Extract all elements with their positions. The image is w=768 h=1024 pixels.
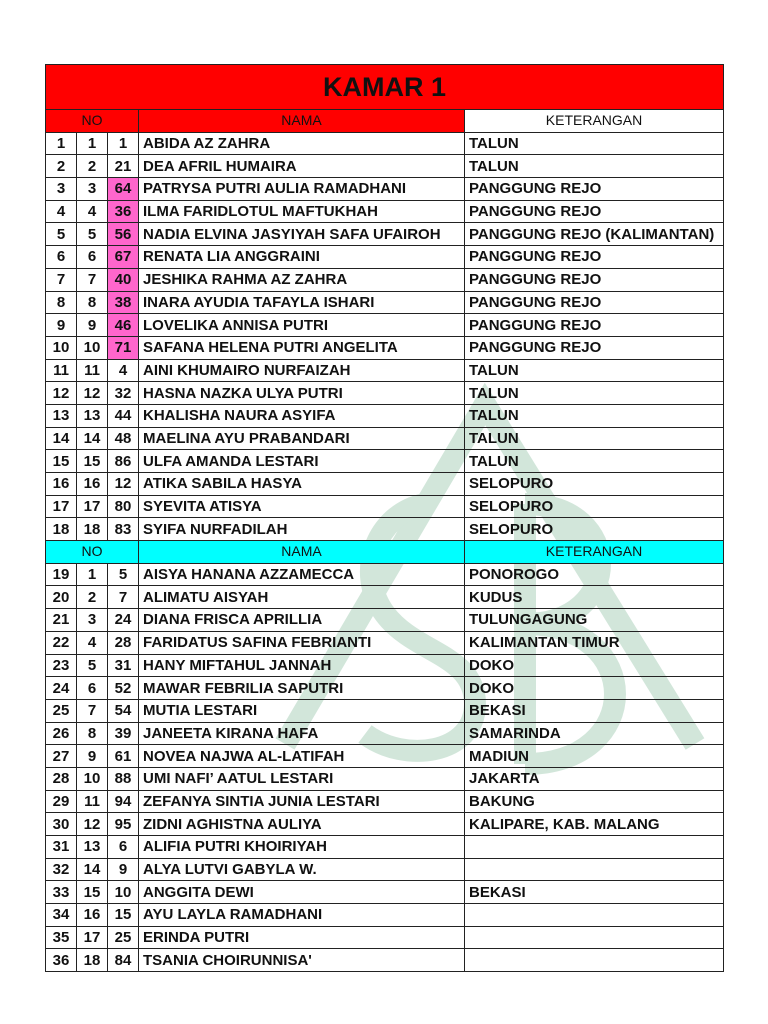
- row-number: 10: [46, 336, 77, 359]
- student-origin: TULUNGAGUNG: [465, 609, 724, 632]
- row-number: 22: [46, 631, 77, 654]
- group-number: 12: [77, 813, 108, 836]
- student-id: 28: [108, 631, 139, 654]
- group-number: 16: [77, 904, 108, 927]
- row-number: 9: [46, 314, 77, 337]
- student-name: DIANA FRISCA APRILLIA: [139, 609, 465, 632]
- table-row: [46, 427, 724, 450]
- row-number: 16: [46, 473, 77, 496]
- student-name: KHALISHA NAURA ASYIFA: [139, 404, 465, 427]
- table-row: [46, 677, 724, 700]
- student-name: ERINDA PUTRI: [139, 926, 465, 949]
- student-name: MAWAR FEBRILIA SAPUTRI: [139, 677, 465, 700]
- row-number: 29: [46, 790, 77, 813]
- student-origin: [465, 858, 724, 881]
- table-row: [46, 836, 724, 859]
- student-name: AINI KHUMAIRO NURFAIZAH: [139, 359, 465, 382]
- student-origin: JAKARTA: [465, 767, 724, 790]
- student-id: 64: [108, 178, 139, 201]
- student-id: 38: [108, 291, 139, 314]
- group-number: 17: [77, 495, 108, 518]
- row-number: 14: [46, 427, 77, 450]
- student-name: ANGGITA DEWI: [139, 881, 465, 904]
- group-number: 18: [77, 949, 108, 972]
- student-id: 40: [108, 268, 139, 291]
- group-number: 5: [77, 654, 108, 677]
- student-origin: TALUN: [465, 427, 724, 450]
- title-row: [46, 65, 724, 110]
- row-number: 5: [46, 223, 77, 246]
- student-id: 4: [108, 359, 139, 382]
- student-name: DEA AFRIL HUMAIRA: [139, 155, 465, 178]
- student-id: 84: [108, 949, 139, 972]
- row-number: 26: [46, 722, 77, 745]
- student-id: 5: [108, 563, 139, 586]
- group-number: 11: [77, 790, 108, 813]
- student-origin: TALUN: [465, 382, 724, 405]
- group-number: 9: [77, 745, 108, 768]
- row-number: 7: [46, 268, 77, 291]
- group-number: 7: [77, 699, 108, 722]
- table-row: [46, 450, 724, 473]
- table-row: [46, 336, 724, 359]
- student-name: FARIDATUS SAFINA FEBRIANTI: [139, 631, 465, 654]
- table-row: [46, 881, 724, 904]
- header-row-1: [46, 110, 724, 133]
- student-name: ILMA FARIDLOTUL MAFTUKHAH: [139, 200, 465, 223]
- group-number: 6: [77, 246, 108, 269]
- group-number: 11: [77, 359, 108, 382]
- student-origin: TALUN: [465, 132, 724, 155]
- header-nama: NAMA: [139, 541, 465, 564]
- group-number: 1: [77, 132, 108, 155]
- table-row: [46, 790, 724, 813]
- group-number: 13: [77, 404, 108, 427]
- group-number: 14: [77, 427, 108, 450]
- student-origin: PANGGUNG REJO: [465, 336, 724, 359]
- student-id: 39: [108, 722, 139, 745]
- student-name: UMI NAFI’ AATUL LESTARI: [139, 767, 465, 790]
- table-row: [46, 949, 724, 972]
- student-origin: [465, 926, 724, 949]
- row-number: 2: [46, 155, 77, 178]
- student-id: 25: [108, 926, 139, 949]
- group-number: 6: [77, 677, 108, 700]
- student-origin: PANGGUNG REJO: [465, 246, 724, 269]
- row-number: 33: [46, 881, 77, 904]
- student-id: 61: [108, 745, 139, 768]
- student-name: MAELINA AYU PRABANDARI: [139, 427, 465, 450]
- table-row: [46, 495, 724, 518]
- student-name: ATIKA SABILA HASYA: [139, 473, 465, 496]
- group-number: 4: [77, 200, 108, 223]
- student-id: 7: [108, 586, 139, 609]
- student-origin: TALUN: [465, 155, 724, 178]
- table-row: [46, 246, 724, 269]
- student-id: 10: [108, 881, 139, 904]
- student-id: 32: [108, 382, 139, 405]
- student-origin: PANGGUNG REJO: [465, 200, 724, 223]
- student-origin: BEKASI: [465, 881, 724, 904]
- header-row-2: [46, 541, 724, 564]
- student-id: 80: [108, 495, 139, 518]
- student-origin: KALIPARE, KAB. MALANG: [465, 813, 724, 836]
- student-name: JANEETA KIRANA HAFA: [139, 722, 465, 745]
- student-id: 21: [108, 155, 139, 178]
- student-id: 88: [108, 767, 139, 790]
- row-number: 19: [46, 563, 77, 586]
- row-number: 27: [46, 745, 77, 768]
- student-name: ZIDNI AGHISTNA AULIYA: [139, 813, 465, 836]
- table-row: [46, 586, 724, 609]
- student-id: 31: [108, 654, 139, 677]
- student-name: JESHIKA RAHMA AZ ZAHRA: [139, 268, 465, 291]
- header-keterangan: KETERANGAN: [465, 541, 724, 564]
- table-row: [46, 926, 724, 949]
- student-id: 83: [108, 518, 139, 541]
- group-number: 8: [77, 722, 108, 745]
- header-no: NO: [46, 541, 139, 564]
- student-origin: SELOPURO: [465, 518, 724, 541]
- header-nama: NAMA: [139, 110, 465, 133]
- student-origin: PANGGUNG REJO (KALIMANTAN): [465, 223, 724, 246]
- student-origin: PANGGUNG REJO: [465, 314, 724, 337]
- student-name: ABIDA AZ ZAHRA: [139, 132, 465, 155]
- student-origin: PANGGUNG REJO: [465, 291, 724, 314]
- row-number: 18: [46, 518, 77, 541]
- row-number: 1: [46, 132, 77, 155]
- student-name: RENATA LIA ANGGRAINI: [139, 246, 465, 269]
- table-row: [46, 359, 724, 382]
- student-name: NADIA ELVINA JASYIYAH SAFA UFAIROH: [139, 223, 465, 246]
- student-name: SYIFA NURFADILAH: [139, 518, 465, 541]
- group-number: 7: [77, 268, 108, 291]
- row-number: 20: [46, 586, 77, 609]
- student-name: TSANIA CHOIRUNNISA': [139, 949, 465, 972]
- table-row: [46, 268, 724, 291]
- group-number: 15: [77, 881, 108, 904]
- student-origin: TALUN: [465, 404, 724, 427]
- row-number: 6: [46, 246, 77, 269]
- student-name: ALIFIA PUTRI KHOIRIYAH: [139, 836, 465, 859]
- student-id: 24: [108, 609, 139, 632]
- table-row: [46, 699, 724, 722]
- student-id: 48: [108, 427, 139, 450]
- student-id: 44: [108, 404, 139, 427]
- group-number: 18: [77, 518, 108, 541]
- group-number: 5: [77, 223, 108, 246]
- roster-sheet: [45, 64, 723, 972]
- student-origin: [465, 949, 724, 972]
- student-id: 15: [108, 904, 139, 927]
- header-keterangan: KETERANGAN: [465, 110, 724, 133]
- student-id: 52: [108, 677, 139, 700]
- group-number: 16: [77, 473, 108, 496]
- table-row: [46, 858, 724, 881]
- student-id: 94: [108, 790, 139, 813]
- student-id: 56: [108, 223, 139, 246]
- student-origin: TALUN: [465, 359, 724, 382]
- table-row: [46, 767, 724, 790]
- student-id: 12: [108, 473, 139, 496]
- student-origin: [465, 836, 724, 859]
- row-number: 21: [46, 609, 77, 632]
- student-id: 46: [108, 314, 139, 337]
- student-origin: MADIUN: [465, 745, 724, 768]
- row-number: 3: [46, 178, 77, 201]
- student-name: AYU LAYLA RAMADHANI: [139, 904, 465, 927]
- student-name: ULFA AMANDA LESTARI: [139, 450, 465, 473]
- student-name: AISYA HANANA AZZAMECCA: [139, 563, 465, 586]
- table-row: [46, 155, 724, 178]
- group-number: 13: [77, 836, 108, 859]
- group-number: 17: [77, 926, 108, 949]
- student-name: SAFANA HELENA PUTRI ANGELITA: [139, 336, 465, 359]
- student-name: SYEVITA ATISYA: [139, 495, 465, 518]
- table-row: [46, 132, 724, 155]
- table-row: [46, 745, 724, 768]
- row-number: 12: [46, 382, 77, 405]
- table-row: [46, 904, 724, 927]
- row-number: 8: [46, 291, 77, 314]
- row-number: 34: [46, 904, 77, 927]
- student-name: LOVELIKA ANNISA PUTRI: [139, 314, 465, 337]
- table-row: [46, 200, 724, 223]
- student-id: 1: [108, 132, 139, 155]
- student-name: ZEFANYA SINTIA JUNIA LESTARI: [139, 790, 465, 813]
- table-row: [46, 178, 724, 201]
- student-name: ALYA LUTVI GABYLA W.: [139, 858, 465, 881]
- table-row: [46, 473, 724, 496]
- page-title: KAMAR 1: [46, 65, 724, 110]
- student-name: ALIMATU AISYAH: [139, 586, 465, 609]
- table-row: [46, 813, 724, 836]
- student-origin: BEKASI: [465, 699, 724, 722]
- student-origin: PANGGUNG REJO: [465, 268, 724, 291]
- row-number: 36: [46, 949, 77, 972]
- table-row: [46, 223, 724, 246]
- group-number: 4: [77, 631, 108, 654]
- row-number: 15: [46, 450, 77, 473]
- row-number: 24: [46, 677, 77, 700]
- row-number: 13: [46, 404, 77, 427]
- student-id: 67: [108, 246, 139, 269]
- student-origin: SAMARINDA: [465, 722, 724, 745]
- student-name: HANY MIFTAHUL JANNAH: [139, 654, 465, 677]
- group-number: 8: [77, 291, 108, 314]
- student-origin: PONOROGO: [465, 563, 724, 586]
- table-row: [46, 404, 724, 427]
- table-row: [46, 609, 724, 632]
- row-number: 4: [46, 200, 77, 223]
- roster-table: [45, 64, 724, 972]
- table-row: [46, 654, 724, 677]
- group-number: 10: [77, 767, 108, 790]
- student-name: INARA AYUDIA TAFAYLA ISHARI: [139, 291, 465, 314]
- student-origin: KALIMANTAN TIMUR: [465, 631, 724, 654]
- row-number: 35: [46, 926, 77, 949]
- group-number: 10: [77, 336, 108, 359]
- student-origin: SELOPURO: [465, 473, 724, 496]
- group-number: 2: [77, 586, 108, 609]
- student-origin: PANGGUNG REJO: [465, 178, 724, 201]
- group-number: 3: [77, 609, 108, 632]
- student-origin: DOKO: [465, 677, 724, 700]
- row-number: 23: [46, 654, 77, 677]
- student-id: 36: [108, 200, 139, 223]
- student-origin: [465, 904, 724, 927]
- group-number: 12: [77, 382, 108, 405]
- student-name: NOVEA NAJWA AL-LATIFAH: [139, 745, 465, 768]
- group-number: 1: [77, 563, 108, 586]
- student-id: 6: [108, 836, 139, 859]
- student-origin: BAKUNG: [465, 790, 724, 813]
- table-row: [46, 518, 724, 541]
- student-id: 9: [108, 858, 139, 881]
- student-origin: DOKO: [465, 654, 724, 677]
- table-row: [46, 563, 724, 586]
- student-origin: SELOPURO: [465, 495, 724, 518]
- table-row: [46, 382, 724, 405]
- row-number: 17: [46, 495, 77, 518]
- student-id: 95: [108, 813, 139, 836]
- group-number: 2: [77, 155, 108, 178]
- table-row: [46, 291, 724, 314]
- row-number: 28: [46, 767, 77, 790]
- row-number: 31: [46, 836, 77, 859]
- row-number: 32: [46, 858, 77, 881]
- student-id: 54: [108, 699, 139, 722]
- table-row: [46, 314, 724, 337]
- student-id: 86: [108, 450, 139, 473]
- group-number: 3: [77, 178, 108, 201]
- student-origin: TALUN: [465, 450, 724, 473]
- group-number: 9: [77, 314, 108, 337]
- table-row: [46, 722, 724, 745]
- student-name: PATRYSA PUTRI AULIA RAMADHANI: [139, 178, 465, 201]
- student-name: MUTIA LESTARI: [139, 699, 465, 722]
- header-no: NO: [46, 110, 139, 133]
- student-id: 71: [108, 336, 139, 359]
- student-name: HASNA NAZKA ULYA PUTRI: [139, 382, 465, 405]
- row-number: 11: [46, 359, 77, 382]
- row-number: 25: [46, 699, 77, 722]
- student-origin: KUDUS: [465, 586, 724, 609]
- group-number: 14: [77, 858, 108, 881]
- table-row: [46, 631, 724, 654]
- row-number: 30: [46, 813, 77, 836]
- group-number: 15: [77, 450, 108, 473]
